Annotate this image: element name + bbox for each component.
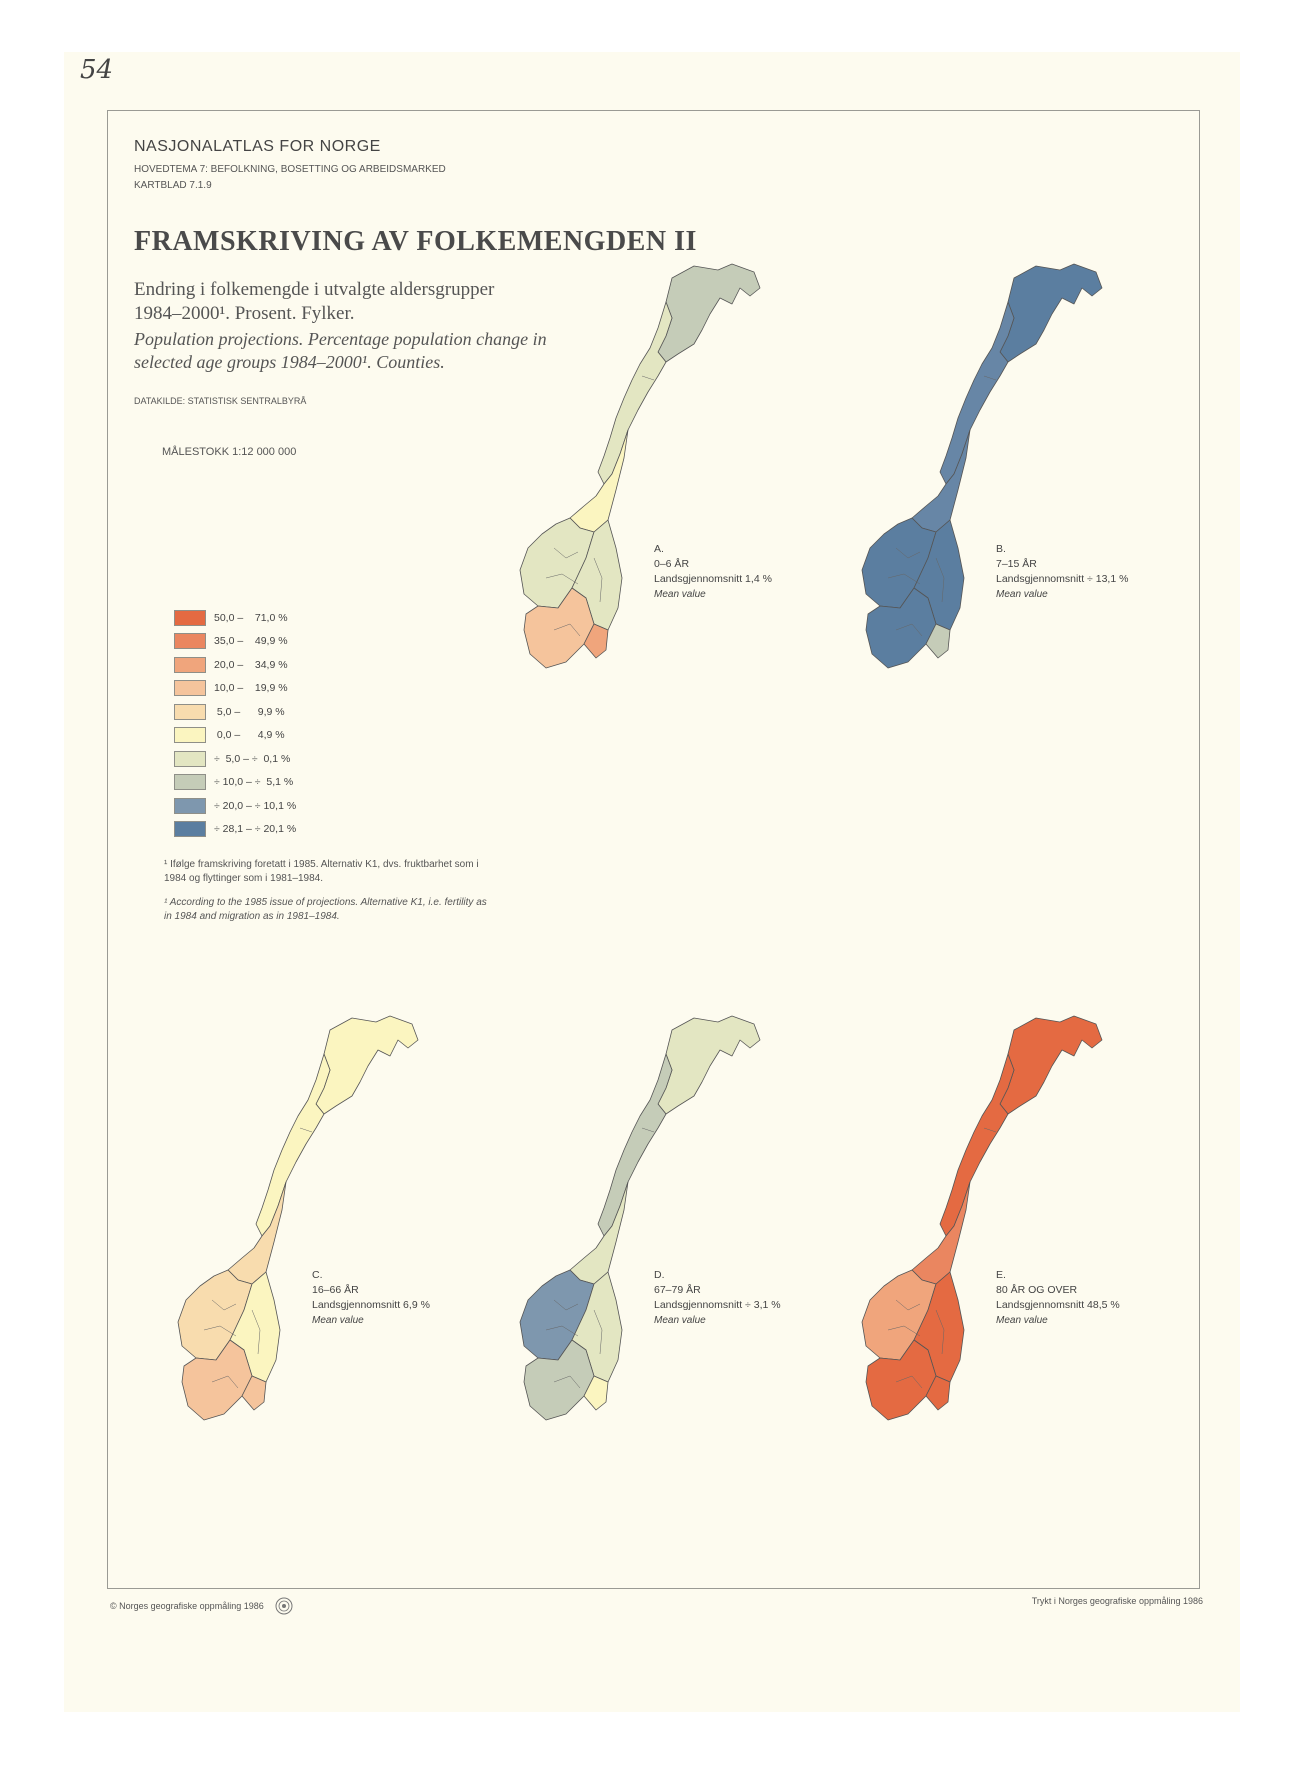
norway-map-svg xyxy=(462,1010,762,1450)
map-letter: D. xyxy=(654,1269,665,1281)
norway-map-svg xyxy=(462,258,762,698)
region-nordland xyxy=(598,1054,672,1236)
map-b-age-7-15 xyxy=(804,258,1104,698)
region-nordland xyxy=(256,1054,330,1236)
legend-label: 10,0 – 19,9 % xyxy=(214,682,288,695)
legend-swatch xyxy=(174,798,206,814)
legend-row xyxy=(174,747,296,771)
region-nordland xyxy=(940,1054,1014,1236)
sheet-number: KARTBLAD 7.1.9 xyxy=(134,180,212,191)
map-caption-d xyxy=(654,1268,781,1328)
ngo-logo-icon xyxy=(274,1596,294,1616)
legend-swatch xyxy=(174,821,206,837)
map-national-mean: Landsgjennomsnitt ÷ 13,1 % xyxy=(996,573,1129,585)
map-e-age-80-over xyxy=(804,1010,1104,1450)
copyright-footer xyxy=(110,1596,294,1616)
subtitle-norwegian: Endring i folkemengde i utvalgte aldersgrupper 1984–2000¹. Prosent. Fylker. xyxy=(134,279,495,324)
printed-by-footer: Trykt i Norges geografiske oppmåling 1986 xyxy=(1031,1596,1203,1606)
legend-row xyxy=(174,677,296,701)
map-national-mean: Landsgjennomsnitt 6,9 % xyxy=(312,1299,430,1311)
theme-line: HOVEDTEMA 7: BEFOLKNING, BOSETTING OG ARBEIDSMARKED xyxy=(134,164,446,175)
legend-swatch xyxy=(174,751,206,767)
legend-swatch xyxy=(174,704,206,720)
legend-swatch xyxy=(174,727,206,743)
region-finnmark-troms xyxy=(316,1016,418,1114)
data-source: DATAKILDE: STATISTISK SENTRALBYRÅ xyxy=(134,396,307,406)
legend-row xyxy=(174,818,296,842)
legend-label: ÷ 28,1 – ÷ 20,1 % xyxy=(214,823,297,836)
map-a-age-0-6 xyxy=(462,258,762,698)
map-national-mean: Landsgjennomsnitt 48,5 % xyxy=(996,1299,1120,1311)
legend-swatch xyxy=(174,610,206,626)
legend-label: 0,0 – 4,9 % xyxy=(214,729,285,742)
map-mean-label: Mean value xyxy=(312,1315,364,1326)
map-scale: MÅLESTOKK 1:12 000 000 xyxy=(162,446,297,458)
map-caption-b xyxy=(996,542,1128,602)
legend-swatch xyxy=(174,680,206,696)
map-mean-label: Mean value xyxy=(654,1315,706,1326)
map-caption-c xyxy=(312,1268,430,1328)
legend-label: ÷ 10,0 – ÷ 5,1 % xyxy=(214,776,294,789)
map-mean-label: Mean value xyxy=(654,589,706,600)
norway-map-svg xyxy=(804,1010,1104,1450)
legend-label: 5,0 – 9,9 % xyxy=(214,705,285,718)
legend-row xyxy=(174,724,296,748)
legend-row xyxy=(174,700,296,724)
map-c-age-16-66 xyxy=(120,1010,420,1450)
legend-label: 50,0 – 71,0 % xyxy=(214,611,288,624)
legend-row xyxy=(174,794,296,818)
legend-row xyxy=(174,653,296,677)
legend xyxy=(174,606,296,841)
map-national-mean: Landsgjennomsnitt 1,4 % xyxy=(654,573,772,585)
footnote-english: ¹ According to the 1985 issue of projections. Alternative K1, i.e. fertility as in 1984 and migration as in 1981–1984. xyxy=(164,897,487,922)
legend-swatch xyxy=(174,657,206,673)
subtitle-english: Population projections. Percentage population change in selected age groups 1984–2000¹. Counties. xyxy=(134,329,547,372)
page-number: 54 xyxy=(80,55,114,85)
legend-row xyxy=(174,771,296,795)
region-finnmark-troms xyxy=(1000,264,1102,362)
map-letter: C. xyxy=(312,1269,323,1281)
copyright-text: © Norges geografiske oppmåling 1986 xyxy=(110,1601,264,1611)
map-age-group: 0–6 ÅR xyxy=(654,558,690,570)
region-nordland xyxy=(598,302,672,484)
legend-label: 35,0 – 49,9 % xyxy=(214,635,288,648)
map-age-group: 67–79 ÅR xyxy=(654,1284,701,1296)
legend-label: ÷ 20,0 – ÷ 10,1 % xyxy=(214,799,297,812)
region-nordland xyxy=(940,302,1014,484)
map-caption-a xyxy=(654,542,772,602)
map-mean-label: Mean value xyxy=(996,589,1048,600)
atlas-name: NASJONALATLAS FOR NORGE xyxy=(134,138,381,155)
region-finnmark-troms xyxy=(658,264,760,362)
map-letter: A. xyxy=(654,543,664,555)
legend-label: 20,0 – 34,9 % xyxy=(214,658,288,671)
map-letter: E. xyxy=(996,1269,1006,1281)
legend-swatch xyxy=(174,774,206,790)
region-finnmark-troms xyxy=(1000,1016,1102,1114)
map-caption-e xyxy=(996,1268,1120,1328)
legend-label: ÷ 5,0 – ÷ 0,1 % xyxy=(214,752,291,765)
map-mean-label: Mean value xyxy=(996,1315,1048,1326)
map-d-age-67-79 xyxy=(462,1010,762,1450)
norway-map-svg xyxy=(120,1010,420,1450)
footnote-norwegian: ¹ Ifølge framskriving foretatt i 1985. Alternativ K1, dvs. fruktbarhet som i 1984 og flyttinger som i 1981–1984. xyxy=(164,859,479,884)
map-age-group: 16–66 ÅR xyxy=(312,1284,359,1296)
map-age-group: 80 ÅR OG OVER xyxy=(996,1284,1078,1296)
legend-row xyxy=(174,606,296,630)
page-title: FRAMSKRIVING AV FOLKEMENGDEN II xyxy=(134,226,697,257)
map-national-mean: Landsgjennomsnitt ÷ 3,1 % xyxy=(654,1299,781,1311)
legend-row xyxy=(174,630,296,654)
legend-swatch xyxy=(174,633,206,649)
map-age-group: 7–15 ÅR xyxy=(996,558,1037,570)
norway-map-svg xyxy=(804,258,1104,698)
map-letter: B. xyxy=(996,543,1006,555)
region-finnmark-troms xyxy=(658,1016,760,1114)
